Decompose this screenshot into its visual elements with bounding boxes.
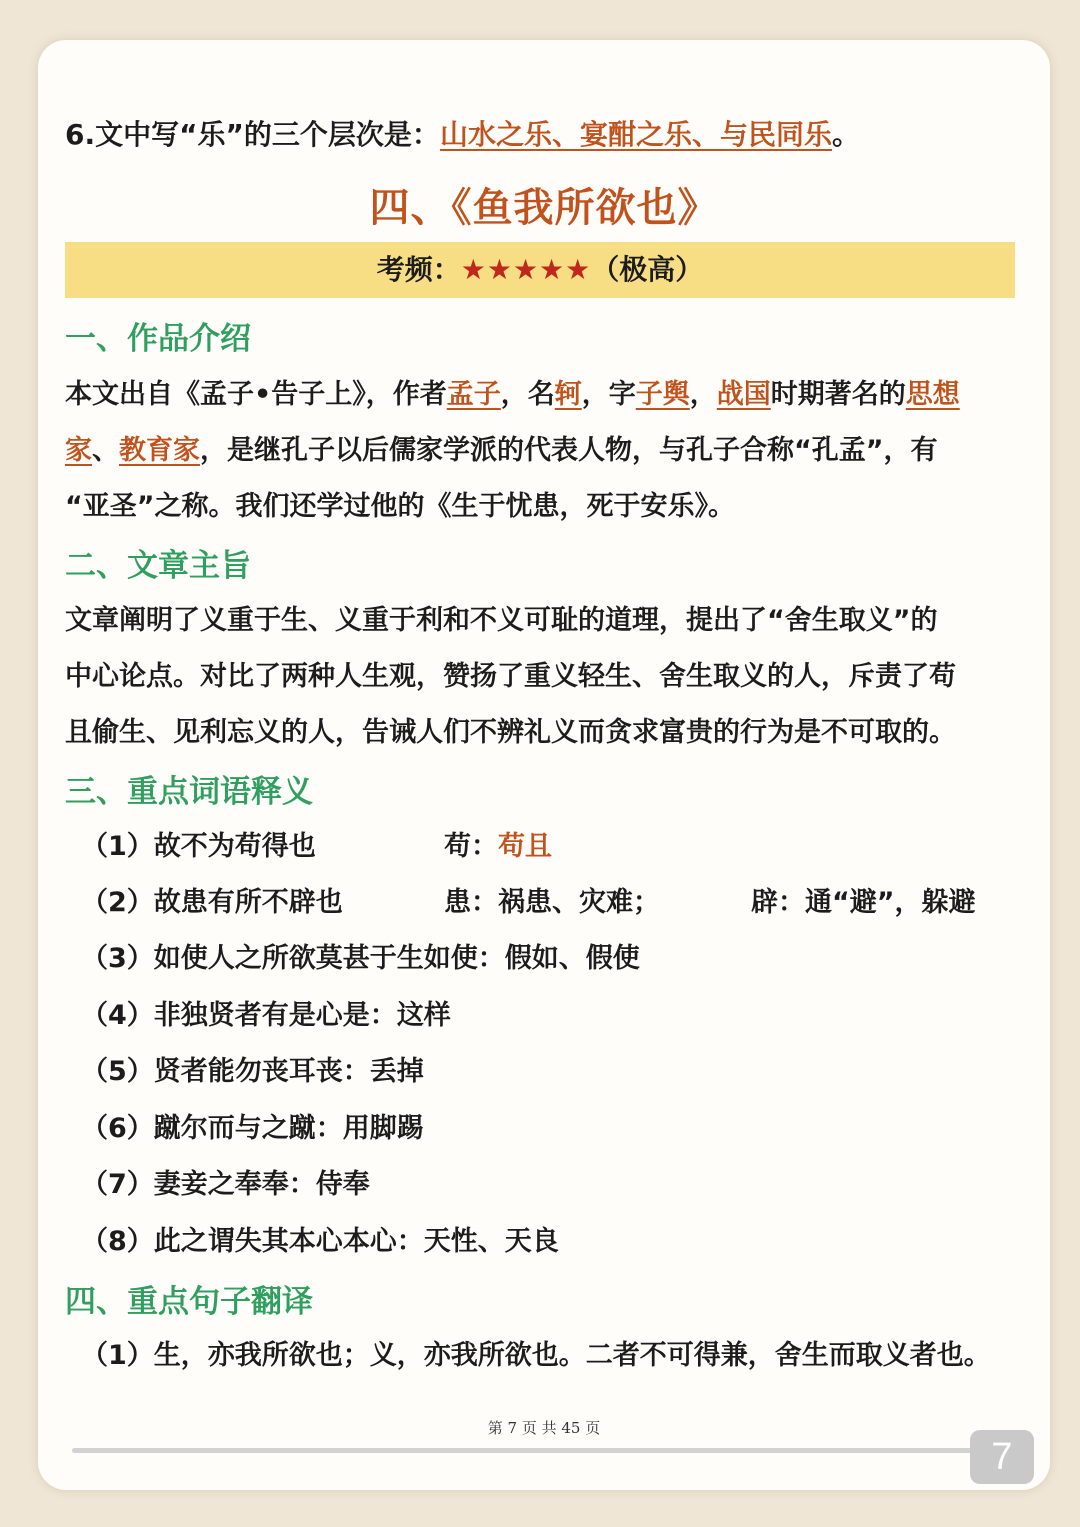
bottom-divider	[72, 1448, 1012, 1453]
intro-text: 时期著名的	[770, 379, 906, 410]
vocab-item-4: （4）非独贤者有是心是：这样	[81, 1000, 451, 1031]
vocab-item-8: （8）此之谓失其本心本心：天性、天良	[81, 1226, 559, 1257]
translate-item-1: （1）生，亦我所欲也；义，亦我所欲也。二者不可得兼，舍生而取义者也。	[81, 1340, 991, 1371]
vocab-item-3: （3）如使人之所欲莫甚于生如使：假如、假使	[81, 943, 640, 974]
intro-heading: 一、作品介绍	[65, 321, 251, 357]
intro-line-1	[65, 372, 960, 411]
translate-heading: 四、重点句子翻译	[65, 1284, 313, 1320]
vocab-item-1	[81, 824, 552, 863]
intro-text: ，字	[581, 379, 636, 410]
intro-line-3: “亚圣”之称。我们还学过他的《生于忧患，死于安乐》。	[65, 491, 735, 522]
intro-role-educator: 教育家	[119, 435, 200, 466]
intro-author: 孟子	[446, 379, 501, 410]
intro-text: 、	[92, 435, 119, 466]
vocab-item-6: （6）蹴尔而与之蹴：用脚踢	[81, 1113, 424, 1144]
intro-courtesy-name: 子舆	[635, 379, 690, 410]
intro-line-2	[65, 428, 938, 467]
vocab-item-7: （7）妻妾之奉奉：侍奉	[81, 1169, 370, 1200]
frequency-stars: ★★★★★	[460, 253, 592, 286]
page-number: 第 7 页 共 45 页	[487, 1419, 601, 1437]
vocab-phrase: （2）故患有所不辟也	[81, 887, 343, 918]
theme-heading: 二、文章主旨	[65, 548, 251, 584]
vocab-gloss	[444, 824, 552, 863]
intro-role-thinker: 思想	[905, 379, 960, 410]
intro-text: 本文出自《孟子•告子上》，作者	[65, 379, 447, 410]
vocab-term: 苟：	[444, 831, 498, 862]
intro-name: 轲	[554, 379, 582, 410]
theme-line-2: 中心论点。对比了两种人生观，赞扬了重义轻生、舍生取义的人，斥责了苟	[65, 661, 956, 692]
vocab-item-5: （5）贤者能勿丧耳丧：丢掉	[81, 1056, 424, 1087]
vocab-gloss-extra: 辟：通“避”，躲避	[751, 887, 976, 918]
vocab-heading: 三、重点词语释义	[65, 774, 313, 810]
theme-line-3: 且偷生、见利忘义的人，告诫人们不辨礼义而贪求富贵的行为是不可取的。	[65, 717, 956, 748]
vocab-phrase: （1）故不为苟得也	[81, 831, 316, 862]
vocab-meaning: 苟且	[498, 831, 552, 862]
intro-text: ，	[689, 379, 717, 410]
document-page	[38, 40, 1050, 1490]
vocab-item-2	[81, 880, 976, 919]
intro-text: ，名	[500, 379, 555, 410]
intro-role-thinker-end: 家	[65, 435, 92, 466]
vocab-gloss: 患：祸患、灾难；	[444, 887, 660, 918]
q6-answer: 山水之乐、宴酣之乐、与民同乐	[439, 118, 832, 151]
theme-line-1: 文章阐明了义重于生、义重于利和不义可耻的道理，提出了“舍生取义”的	[65, 605, 938, 636]
question-6	[65, 113, 860, 153]
intro-text: ，是继孔子以后儒家学派的代表人物，与孔子合称“孔孟”，有	[200, 435, 938, 466]
frequency-level: （极高）	[591, 253, 704, 286]
q6-prefix: 6.文中写“乐”的三个层次是：	[65, 118, 440, 151]
frequency-label: 考频：	[376, 253, 461, 286]
frequency-bar	[65, 242, 1015, 298]
section-title: 四、《鱼我所欲也》	[369, 185, 719, 231]
q6-suffix: 。	[831, 118, 860, 151]
page-badge: 7	[970, 1430, 1034, 1484]
intro-era: 战国	[716, 379, 771, 410]
